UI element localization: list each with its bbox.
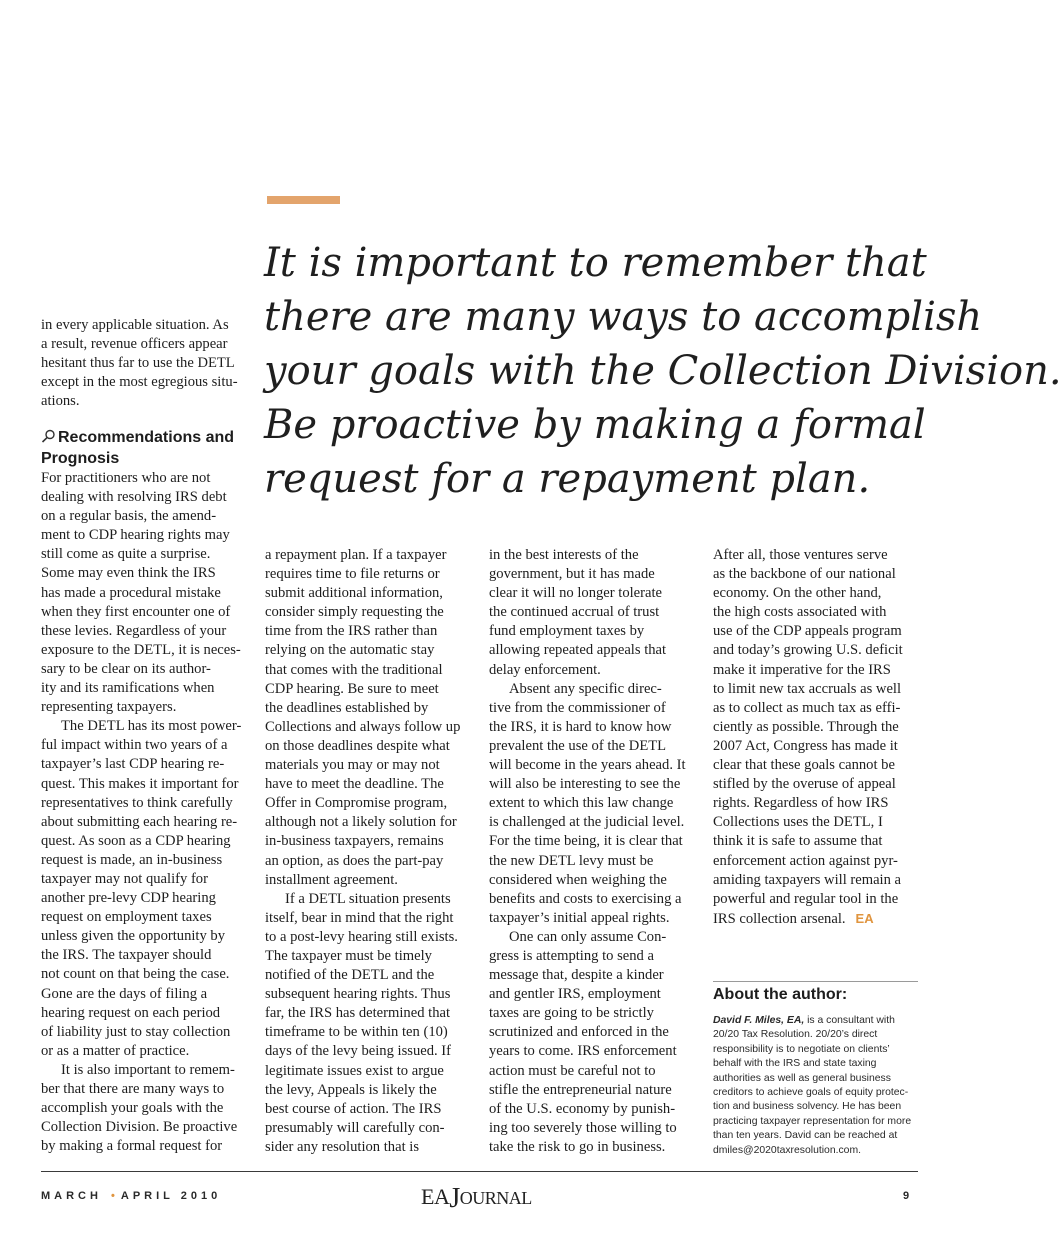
text-line: subsequent hearing rights. Thus xyxy=(265,986,451,1003)
text-line: The taxpayer must be timely xyxy=(265,947,432,964)
text-line: Collections and always follow up xyxy=(265,718,461,735)
text-line: and gentler IRS, employment xyxy=(489,986,661,1003)
text-line: representing taxpayers. xyxy=(41,699,177,716)
author-bio-line: authorities as well as general business xyxy=(713,1072,891,1084)
text-line: delay enforcement. xyxy=(489,661,601,678)
text-line: consider simply requesting the xyxy=(265,604,444,621)
author-bio xyxy=(713,1014,923,1158)
section-heading-line: Recommendations and xyxy=(58,429,235,446)
text-line: ment to CDP hearing rights may xyxy=(41,527,230,544)
text-line: installment agreement. xyxy=(265,871,398,888)
text-line: stifle the entrepreneurial nature xyxy=(489,1081,672,1098)
section-heading xyxy=(41,428,251,469)
text-line: Offer in Compromise program, xyxy=(265,795,448,812)
text-line: will also be interesting to see the xyxy=(489,776,681,793)
text-line xyxy=(713,909,923,929)
text-line: ity and its ramifications when xyxy=(41,680,215,697)
text-line: fund employment taxes by xyxy=(489,623,645,640)
accent-bar xyxy=(267,196,340,204)
text-line: days of the levy being issued. If xyxy=(265,1043,452,1060)
text-line: that comes with the traditional xyxy=(265,661,443,678)
magnifier-icon xyxy=(41,429,56,449)
text-line: legitimate issues exist to argue xyxy=(265,1062,444,1079)
text-line: request is made, an in-business xyxy=(41,851,223,868)
text-line: quest. This makes it important for xyxy=(41,775,239,792)
text-line: by making a formal request for xyxy=(41,1138,223,1155)
text-line: use of the CDP appeals program xyxy=(713,623,902,640)
column-3 xyxy=(489,546,699,1157)
author-bio-line: is a consultant with xyxy=(804,1015,895,1026)
text-line: ing too severely those willing to xyxy=(489,1119,677,1136)
text-line: not count on that being the case. xyxy=(41,966,230,983)
text-line: allowing repeated appeals that xyxy=(489,642,667,659)
text-line: the continued accrual of trust xyxy=(489,604,660,621)
text-line: materials you may or may not xyxy=(265,757,440,774)
text-line: although not a likely solution for xyxy=(265,814,457,831)
author-bio-line: 20/20 Tax Resolution. 20/20’s direct xyxy=(713,1029,878,1041)
text-line: in every applicable situation. As xyxy=(41,317,229,333)
text-line: rights. Regardless of how IRS xyxy=(713,795,889,812)
text-line: message that, despite a kinder xyxy=(489,967,664,984)
author-bio-line: practicing taxpayer representation for more xyxy=(713,1115,912,1127)
text-line: still come as quite a surprise. xyxy=(41,546,211,563)
author-bio-line: creditors to achieve goals of equity protec- xyxy=(713,1087,909,1099)
text-line: the new DETL levy must be xyxy=(489,852,654,869)
text-line: is challenged at the judicial level. xyxy=(489,814,685,831)
text-line: economy. On the other hand, xyxy=(713,585,882,602)
text-line: far, the IRS has determined that xyxy=(265,1005,451,1022)
pull-quote-line: your goals with the Collection Division. xyxy=(264,348,1062,394)
issue-date xyxy=(41,1190,221,1202)
text-line: hesitant thus far to use the DETL xyxy=(41,355,235,372)
text-line: has made a procedural mistake xyxy=(41,584,221,601)
text-line: the deadlines established by xyxy=(265,699,429,716)
text-line: Gone are the days of filing a xyxy=(41,985,208,1002)
author-bio-line: tion and business solvency. He has been xyxy=(713,1101,902,1113)
text-line: quest. As soon as a CDP hearing xyxy=(41,832,231,849)
text-line: an option, as does the part-pay xyxy=(265,852,444,869)
text-line: For practitioners who are not xyxy=(41,470,211,486)
text-line: ful impact within two years of a xyxy=(41,737,228,754)
text-line: 2007 Act, Congress has made it xyxy=(713,737,898,754)
text-line: extent to which this law change xyxy=(489,795,674,812)
text-line: the high costs associated with xyxy=(713,604,887,621)
text-line: of liability just to stay collection xyxy=(41,1023,231,1040)
text-line: hearing request on each period xyxy=(41,1004,221,1021)
text-line: ber that there are many ways to xyxy=(41,1081,225,1097)
column-1 xyxy=(41,469,251,1156)
text-line: on those deadlines despite what xyxy=(265,737,450,754)
end-mark: EA xyxy=(855,910,874,926)
text-line: a repayment plan. If a taxpayer xyxy=(265,547,447,563)
text-line: make it imperative for the IRS xyxy=(713,661,891,678)
text-line: The DETL has its most power- xyxy=(61,718,242,735)
issue-month-a: MARCH xyxy=(41,1190,102,1202)
text-line: action must be careful not to xyxy=(489,1062,656,1079)
text-line-tail: IRS collection arsenal. xyxy=(713,910,846,927)
pull-quote-line: request for a repayment plan. xyxy=(264,456,871,502)
author-name: David F. Miles, EA, xyxy=(713,1015,805,1026)
text-line: gress is attempting to send a xyxy=(489,947,654,964)
text-line: benefits and costs to exercising a xyxy=(489,890,682,907)
text-line: will become in the years ahead. It xyxy=(489,757,686,774)
text-line: If a DETL situation presents xyxy=(285,890,451,907)
text-line: ations. xyxy=(41,393,80,410)
text-line: submit additional information, xyxy=(265,585,443,602)
text-line: as the backbone of our national xyxy=(713,566,896,583)
text-line: in the best interests of the xyxy=(489,547,639,563)
author-heading: About the author: xyxy=(713,986,848,1003)
text-line: the levy, Appeals is likely the xyxy=(265,1081,437,1098)
author-divider xyxy=(713,981,918,982)
column-1-top xyxy=(41,316,251,411)
column-4 xyxy=(713,546,923,929)
text-line: presumably will carefully con- xyxy=(265,1119,445,1136)
text-line: time from the IRS rather than xyxy=(265,623,438,640)
text-line: notified of the DETL and the xyxy=(265,967,435,984)
text-line: when they first encounter one of xyxy=(41,603,231,620)
text-line: as to collect as much tax as effi- xyxy=(713,699,901,716)
text-line: Absent any specific direc- xyxy=(509,680,662,697)
text-line: representatives to think carefully xyxy=(41,794,233,811)
author-email: dmiles@2020taxresolution.com. xyxy=(713,1144,862,1156)
pull-quote-line: Be proactive by making a formal xyxy=(264,402,926,448)
pull-quote-line: It is important to remember that xyxy=(264,240,927,286)
author-bio-line: than ten years. David can be reached at xyxy=(713,1130,898,1142)
text-line: years to come. IRS enforcement xyxy=(489,1043,677,1060)
text-line: of the U.S. economy by punish- xyxy=(489,1100,676,1117)
author-bio-line: responsibility is to negotiate on clients’ xyxy=(713,1043,890,1055)
text-line: Collections uses the DETL, I xyxy=(713,814,883,831)
text-line: taxpayer’s last CDP hearing re- xyxy=(41,756,225,773)
column-2 xyxy=(265,546,475,1157)
issue-month-b: APRIL 2010 xyxy=(120,1190,222,1202)
text-line: these levies. Regardless of your xyxy=(41,622,227,639)
text-line: Collection Division. Be proactive xyxy=(41,1119,238,1136)
text-line: One can only assume Con- xyxy=(509,928,667,945)
text-line: dealing with resolving IRS debt xyxy=(41,489,227,506)
text-line: Some may even think the IRS xyxy=(41,565,216,582)
text-line: the IRS, it is hard to know how xyxy=(489,718,672,735)
text-line: taxes are going to be strictly xyxy=(489,1005,654,1022)
text-line: sider any resolution that is xyxy=(265,1138,420,1155)
text-line: prevalent the use of the DETL xyxy=(489,737,667,754)
date-separator: • xyxy=(111,1190,115,1202)
text-line: except in the most egregious situ- xyxy=(41,374,238,391)
text-line: timeframe to be within ten (10) xyxy=(265,1024,448,1041)
text-line: accomplish your goals with the xyxy=(41,1100,224,1117)
text-line: another pre-levy CDP hearing xyxy=(41,890,216,907)
text-line: in-business taxpayers, remains xyxy=(265,833,444,850)
text-line: a result, revenue officers appear xyxy=(41,336,228,353)
text-line: powerful and regular tool in the xyxy=(713,890,899,907)
text-line: take the risk to go in business. xyxy=(489,1138,666,1155)
text-line: best course of action. The IRS xyxy=(265,1100,442,1117)
text-line: clear that these goals cannot be xyxy=(713,757,895,774)
text-line: to a post-levy hearing still exists. xyxy=(265,928,458,945)
text-line: to limit new tax accruals as well xyxy=(713,680,902,697)
text-line: It is also important to remem- xyxy=(61,1061,235,1078)
text-line: unless given the opportunity by xyxy=(41,928,226,945)
section-heading-line: Prognosis xyxy=(41,450,120,467)
journal-logo: EAJOURNAL xyxy=(421,1183,532,1214)
text-line: on a regular basis, the amend- xyxy=(41,508,217,525)
text-line: government, but it has made xyxy=(489,566,655,583)
text-line: relying on the automatic stay xyxy=(265,642,435,659)
text-line: request on employment taxes xyxy=(41,909,212,926)
text-line: For the time being, it is clear that xyxy=(489,833,683,850)
text-line: exposure to the DETL, it is neces- xyxy=(41,641,241,658)
text-line: considered when weighing the xyxy=(489,871,667,888)
text-line: CDP hearing. Be sure to meet xyxy=(265,680,439,697)
text-line: scrutinized and enforced in the xyxy=(489,1024,669,1041)
text-line: the IRS. The taxpayer should xyxy=(41,947,212,964)
text-line: After all, those ventures serve xyxy=(713,547,888,563)
text-line: sary to be clear on its author- xyxy=(41,660,211,677)
pull-quote xyxy=(264,236,1062,506)
text-line: have to meet the deadline. The xyxy=(265,776,444,793)
text-line: itself, bear in mind that the right xyxy=(265,909,454,926)
text-line: think it is safe to assume that xyxy=(713,833,883,850)
text-line: clear it will no longer tolerate xyxy=(489,585,663,602)
author-bio-line: behalf with the IRS and state taxing xyxy=(713,1058,877,1070)
text-line: about submitting each hearing re- xyxy=(41,813,238,830)
footer-divider xyxy=(41,1171,918,1172)
text-line: taxpayer may not qualify for xyxy=(41,870,208,887)
text-line: ciently as possible. Through the xyxy=(713,718,899,735)
column-4-lines xyxy=(713,546,923,929)
text-line: enforcement action against pyr- xyxy=(713,852,898,869)
text-line: and today’s growing U.S. deficit xyxy=(713,642,903,659)
text-line: requires time to file returns or xyxy=(265,566,440,583)
text-line: or as a matter of practice. xyxy=(41,1042,190,1059)
page-number: 9 xyxy=(903,1190,910,1202)
text-line: amiding taxpayers will remain a xyxy=(713,871,902,888)
pull-quote-line: there are many ways to accomplish xyxy=(264,294,983,340)
text-line: tive from the commissioner of xyxy=(489,699,666,716)
text-line: taxpayer’s initial appeal rights. xyxy=(489,909,670,926)
text-line: stifled by the overuse of appeal xyxy=(713,776,896,793)
